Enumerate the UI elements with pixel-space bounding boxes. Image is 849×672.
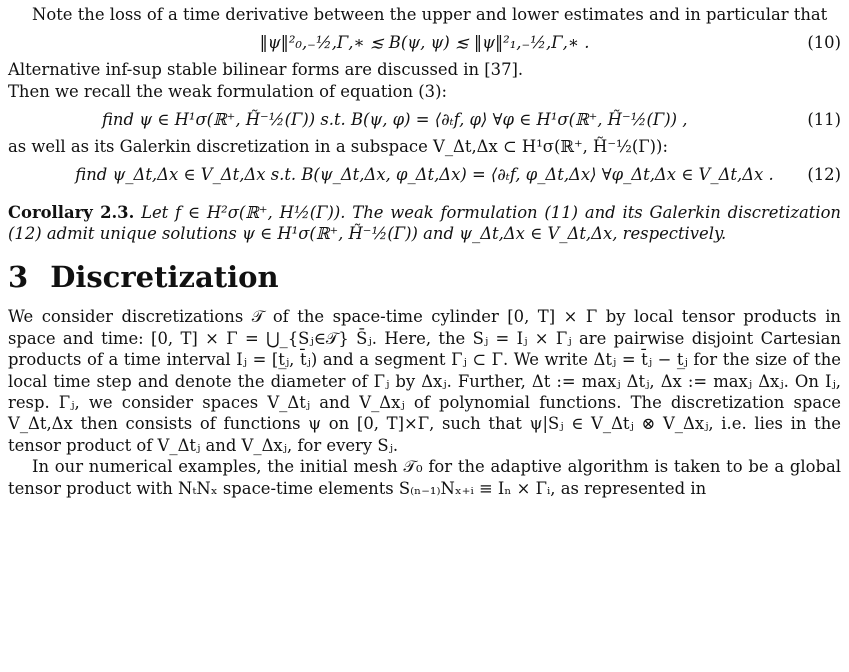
equation-11-number: (11) <box>807 109 841 129</box>
corollary-2-3 <box>8 202 841 245</box>
numerical-examples-paragraph: In our numerical examples, the initial mesh 𝒯₀ for the adaptive algorithm is taken to be a global tensor product with NₜNₓ space-time elements S₍ₙ₋₁₎Nₓ₊ᵢ ≡ Iₙ × Γᵢ, as represented in <box>8 457 841 498</box>
discretization-paragraph: We consider discretizations 𝒯 of the space-time cylinder [0, T] × Γ by local tensor products in space and time: [0, T] × Γ = ⋃_{Sⱼ∈𝒯} S̄ⱼ. Here, the Sⱼ = Iⱼ × Γⱼ are pairwise disjoint Cartesian products of a time interval Iⱼ = [t̲ⱼ, t̄ⱼ) and a segment Γⱼ ⊂ Γ. We write Δtⱼ = t̄ⱼ − t̲ⱼ for the size of the local time step and denote the diameter of Γⱼ by Δxⱼ. Further, Δt := maxⱼ Δtⱼ, Δx := maxⱼ Δxⱼ. On Iⱼ, resp. Γⱼ, we consider spaces V_Δtⱼ and V_Δxⱼ of polynomial functions. The discretization space V_Δt,Δx then consists of functions ψ on [0, T]×Γ, such that ψ|Sⱼ ∈ V_Δtⱼ ⊗ V_Δxⱼ, i.e. lies in the tensor product of V_Δtⱼ and V_Δxⱼ, for every Sⱼ. <box>8 307 841 455</box>
equation-10-number: (10) <box>807 32 841 52</box>
equation-10-body: ‖ψ‖²₀,₋½,Γ,∗ ≲ B(ψ, ψ) ≲ ‖ψ‖²₁,₋½,Γ,∗ . <box>259 32 590 52</box>
recall-paragraph: Then we recall the weak formulation of equation (3): <box>8 81 447 101</box>
corollary-heading: Corollary 2.3. <box>8 202 135 222</box>
alt-forms-paragraph: Alternative inf-sup stable bilinear forms are discussed in [37]. <box>8 60 524 80</box>
equation-12 <box>8 161 841 189</box>
equation-12-body: find ψ_Δt,Δx ∈ V_Δt,Δx s.t. B(ψ_Δt,Δx, φ_Δt,Δx) = ⟨∂ₜf, φ_Δt,Δx⟩ ∀φ_Δt,Δx ∈ V_Δt,Δx . <box>75 164 774 184</box>
section-title: Discretization <box>50 260 279 295</box>
equation-12-number: (12) <box>807 164 841 184</box>
galerkin-paragraph: as well as its Galerkin discretization in a subspace V_Δt,Δx ⊂ H¹σ(ℝ⁺, H̃⁻½(Γ)): <box>8 137 668 157</box>
section-number: 3 <box>8 260 29 295</box>
equation-11 <box>8 105 841 133</box>
equation-11-body: find ψ ∈ H¹σ(ℝ⁺, H̃⁻½(Γ)) s.t. B(ψ, φ) = ⟨∂ₜf, φ⟩ ∀φ ∈ H¹σ(ℝ⁺, H̃⁻½(Γ)) , <box>102 109 688 129</box>
intro-paragraph: Note the loss of a time derivative between the upper and lower estimates and in particular that <box>32 5 828 24</box>
equation-10 <box>8 28 841 56</box>
section-heading <box>8 260 841 294</box>
corollary-body: Let f ∈ H²σ(ℝ⁺, H½(Γ)). The weak formulation (11) and its Galerkin discretization (12) admit unique solutions ψ ∈ H¹σ(ℝ⁺, H̃⁻½(Γ)) and ψ_Δt,Δx ∈ V_Δt,Δx, respectively. <box>8 202 841 244</box>
